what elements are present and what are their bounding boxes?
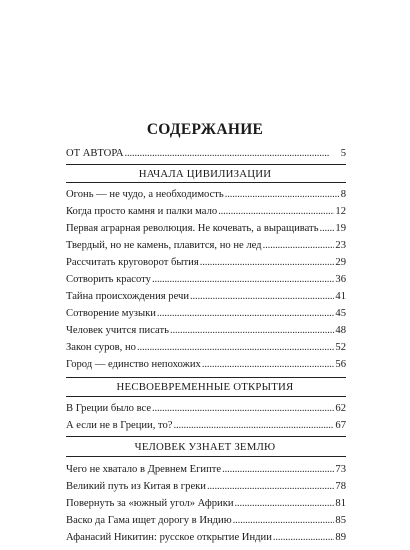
section-heading: ЧЕЛОВЕК УЗНАЕТ ЗЕМЛЮ <box>134 441 276 453</box>
toc-entry-label: Чего не хватало в Древнем Египте <box>66 464 222 475</box>
toc-entry-label: А если не в Греции, то? <box>66 420 173 431</box>
toc-entry-page: 41 <box>335 291 346 302</box>
toc-entry-label: Твердый, но не камень, плавится, но не лед <box>66 240 262 251</box>
toc-entry <box>66 307 346 321</box>
toc-entry-page: 89 <box>335 532 346 543</box>
toc-entry-page: 5 <box>340 148 346 159</box>
toc-entry-page: 62 <box>335 403 346 414</box>
toc-entry <box>66 324 346 338</box>
toc-entry <box>66 480 346 494</box>
toc-entry <box>66 402 346 416</box>
toc-entry-label: Первая аграрная революция. Не кочевать, а выращивать <box>66 223 319 234</box>
leader-dots <box>125 147 340 161</box>
toc-entry-label: Когда просто камня и палки мало <box>66 206 218 217</box>
page-title: СОДЕРЖАНИЕ <box>146 121 264 138</box>
section-divider <box>66 436 346 437</box>
leader-dots <box>235 497 335 511</box>
toc-entry <box>66 419 346 433</box>
leader-dots <box>190 290 334 304</box>
toc-entry-page: 36 <box>335 274 346 285</box>
leader-dots <box>207 480 334 494</box>
toc-entry-label: Тайна происхождения речи <box>66 291 190 302</box>
toc-entry-label: Человек учится писать <box>66 325 169 336</box>
toc-entry-page: 52 <box>335 342 346 353</box>
toc-entry-label: Повернуть за «южный угол» Африки <box>66 498 234 509</box>
toc-entry-label: Город — единство непохожих <box>66 359 201 370</box>
toc-entry-page: 48 <box>335 325 346 336</box>
toc-entry <box>66 273 346 287</box>
toc-entry-page: 85 <box>335 515 346 526</box>
leader-dots <box>202 358 335 372</box>
toc-entry <box>66 358 346 372</box>
toc-entry <box>66 256 346 270</box>
toc-entry-page: 29 <box>335 257 346 268</box>
section-heading: НАЧАЛА ЦИВИЛИЗАЦИИ <box>138 168 272 180</box>
leader-dots <box>152 402 334 416</box>
leader-dots <box>320 222 335 236</box>
toc-entry <box>66 531 346 545</box>
toc-entry-intro <box>66 147 346 161</box>
toc-entry <box>66 341 346 355</box>
leader-dots <box>174 419 335 433</box>
leader-dots <box>263 239 335 253</box>
toc-entry-label: Васко да Гама ищет дорогу в Индию <box>66 515 232 526</box>
toc-entry <box>66 463 346 477</box>
section-divider <box>66 182 346 183</box>
leader-dots <box>273 531 335 545</box>
toc-entry-page: 78 <box>335 481 346 492</box>
section-divider <box>66 396 346 397</box>
toc-entry-page: 23 <box>335 240 346 251</box>
toc-entry <box>66 497 346 511</box>
leader-dots <box>218 205 334 219</box>
section-divider <box>66 456 346 457</box>
toc-entry-label: ОТ АВТОРА <box>66 148 124 159</box>
toc-entry <box>66 188 346 202</box>
toc-entry-label: В Греции было все <box>66 403 152 414</box>
toc-entry-label: Великий путь из Китая в греки <box>66 481 206 492</box>
leader-dots <box>200 256 335 270</box>
toc-entry-page: 12 <box>335 206 346 217</box>
toc-entry <box>66 514 346 528</box>
toc-entry-label: Афанасий Никитин: русское открытие Индии <box>66 532 272 543</box>
toc-entry-page: 67 <box>335 420 346 431</box>
leader-dots <box>152 273 334 287</box>
toc-entry-page: 45 <box>335 308 346 319</box>
toc-entry <box>66 222 346 236</box>
toc-entry-label: Рассчитать круговорот бытия <box>66 257 199 268</box>
leader-dots <box>233 514 335 528</box>
leader-dots <box>157 307 335 321</box>
toc-entry-page: 56 <box>335 359 346 370</box>
toc-entry <box>66 239 346 253</box>
toc-entry-label: Сотворение музыки <box>66 308 156 319</box>
toc-entry <box>66 205 346 219</box>
toc-entry-label: Закон суров, но <box>66 342 136 353</box>
toc-entry-page: 8 <box>340 189 346 200</box>
toc-entry-label: Сотворить красоту <box>66 274 151 285</box>
toc-entry-page: 19 <box>335 223 346 234</box>
toc-entry-page: 81 <box>335 498 346 509</box>
toc-entry <box>66 290 346 304</box>
section-heading: НЕСВОЕВРЕМЕННЫЕ ОТКРЫТИЯ <box>116 381 294 393</box>
leader-dots <box>137 341 334 355</box>
section-divider <box>66 164 346 165</box>
leader-dots <box>225 188 340 202</box>
toc-entry-label: Огонь — не чудо, а необходимость <box>66 189 224 200</box>
section-divider <box>66 377 346 378</box>
toc-entry-page: 73 <box>335 464 346 475</box>
leader-dots <box>170 324 334 338</box>
leader-dots <box>222 463 334 477</box>
